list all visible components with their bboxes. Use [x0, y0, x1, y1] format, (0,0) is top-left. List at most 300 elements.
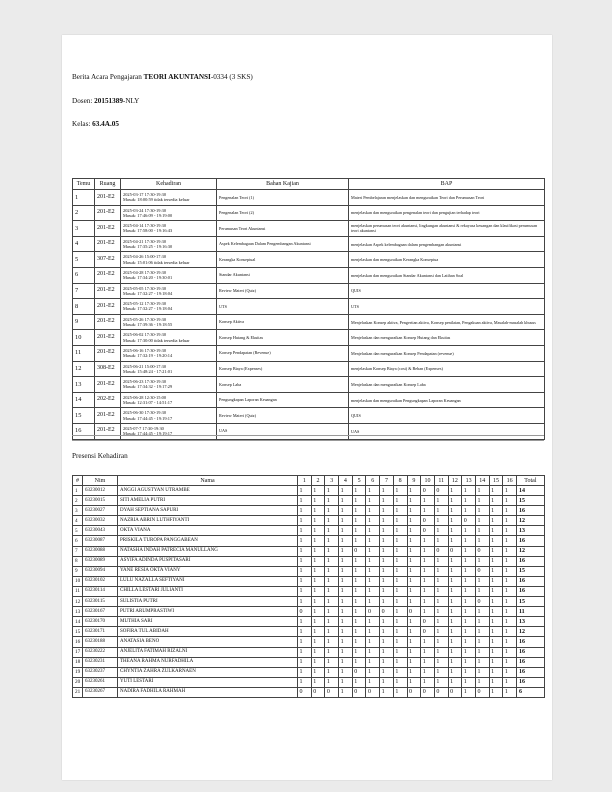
attendance-mark: 1 — [421, 546, 435, 556]
attendance-mark: 1 — [407, 576, 421, 586]
attendance-mark: 1 — [366, 637, 380, 647]
nim-cell: 63230094 — [83, 566, 118, 576]
attendance-mark: 1 — [325, 667, 339, 677]
attendance-mark: 1 — [352, 576, 366, 586]
kehadiran-cell — [121, 330, 217, 346]
attendance-mark: 1 — [503, 597, 517, 607]
presensi-row — [73, 546, 545, 556]
attendance-mark: 1 — [325, 576, 339, 586]
attendance-mark: 0 — [475, 597, 489, 607]
ruang-cell: 201-E2 — [95, 267, 121, 283]
attendance-time: Masuk: 15:48:24 - 17:21:01 — [123, 368, 173, 374]
student-name: NATASHA INDAH PATRECIA MANULLANG — [118, 546, 298, 556]
attendance-mark: 1 — [393, 506, 407, 516]
attendance-mark: 1 — [489, 566, 503, 576]
ruang-cell: 201-E2 — [95, 205, 121, 221]
attendance-mark: 1 — [462, 617, 476, 627]
attendance-time: Masuk: 18:00:59 tidak tersedia keluar — [123, 197, 190, 203]
temu-cell: 13 — [73, 377, 95, 393]
attendance-mark: 0 — [352, 667, 366, 677]
temu-cell: 12 — [73, 361, 95, 377]
kehadiran-cell — [121, 392, 217, 408]
schedule-text: 2025-06-02 17:30-19:30 — [123, 332, 167, 338]
bahan-kajian-cell: Standar Akuntansi — [217, 267, 349, 283]
row-number: 14 — [73, 617, 83, 627]
row-number: 20 — [73, 677, 83, 687]
kehadiran-cell — [121, 361, 217, 377]
attendance-mark: 1 — [407, 536, 421, 546]
student-name: OKTA VIANA — [118, 526, 298, 536]
schedule-text: 2025-07-7 17:30-19:30 — [123, 426, 164, 431]
presensi-col-header: 14 — [475, 476, 489, 486]
kehadiran-cell — [121, 314, 217, 330]
attendance-time: Masuk: 17:30:00 tidak tersedia keluar — [123, 337, 190, 343]
attendance-mark: 1 — [393, 566, 407, 576]
attendance-mark: 1 — [407, 556, 421, 566]
row-number: 7 — [73, 546, 83, 556]
attendance-mark: 1 — [366, 496, 380, 506]
attendance-mark: 1 — [352, 566, 366, 576]
presensi-col-header: 9 — [407, 476, 421, 486]
attendance-mark: 1 — [503, 586, 517, 596]
bap-text-cell: menjelaskan dan menguraikan Pengungkapan Laporan Keuangan — [349, 392, 545, 408]
attendance-mark: 1 — [462, 687, 476, 697]
attendance-mark: 1 — [489, 687, 503, 697]
attendance-mark: 1 — [407, 667, 421, 677]
temu-cell: 6 — [73, 267, 95, 283]
attendance-mark: 1 — [339, 627, 353, 637]
attendance-mark: 1 — [421, 667, 435, 677]
attendance-mark: 1 — [421, 637, 435, 647]
bap-row — [73, 423, 545, 439]
ruang-cell: 201-E2 — [95, 190, 121, 206]
attendance-mark: 1 — [325, 647, 339, 657]
attendance-mark: 1 — [325, 597, 339, 607]
attendance-mark: 1 — [407, 486, 421, 496]
attendance-mark: 1 — [366, 667, 380, 677]
dosen-label: Dosen: — [72, 97, 95, 105]
ruang-cell: 201-E2 — [95, 345, 121, 361]
attendance-mark: 1 — [503, 637, 517, 647]
attendance-mark: 1 — [352, 586, 366, 596]
presensi-row — [73, 637, 545, 647]
attendance-mark: 1 — [298, 496, 312, 506]
attendance-mark: 1 — [298, 637, 312, 647]
kelas-line — [72, 120, 119, 128]
attendance-mark: 1 — [339, 506, 353, 516]
bap-text-cell: menjelaskan dan menguraikan Standar Akuntansi dan Latihan Soal — [349, 267, 545, 283]
attendance-mark: 1 — [475, 657, 489, 667]
presensi-row — [73, 556, 545, 566]
attendance-mark: 1 — [339, 546, 353, 556]
nim-cell: 63230087 — [83, 536, 118, 546]
attendance-mark: 1 — [462, 637, 476, 647]
attendance-mark: 1 — [462, 536, 476, 546]
presensi-col-header: 12 — [448, 476, 462, 486]
attendance-mark: 1 — [421, 677, 435, 687]
attendance-mark: 1 — [462, 657, 476, 667]
attendance-total: 6 — [517, 687, 545, 697]
attendance-mark: 1 — [434, 627, 448, 637]
attendance-time: Masuk: 17:39:36 - 19:18:55 — [123, 322, 173, 328]
attendance-mark: 1 — [462, 546, 476, 556]
attendance-mark: 1 — [489, 576, 503, 586]
attendance-mark: 1 — [393, 597, 407, 607]
bap-row — [73, 236, 545, 252]
schedule-text: 2025-06-21 15:00-17:30 — [123, 363, 167, 369]
attendance-mark: 1 — [489, 486, 503, 496]
bap-row — [73, 283, 545, 299]
ruang-cell: 307-E2 — [95, 252, 121, 268]
attendance-mark: 1 — [407, 627, 421, 637]
attendance-mark: 1 — [339, 516, 353, 526]
attendance-mark: 1 — [380, 546, 394, 556]
attendance-mark: 1 — [407, 586, 421, 596]
attendance-mark: 0 — [298, 607, 312, 617]
attendance-total: 11 — [517, 607, 545, 617]
attendance-mark: 0 — [421, 486, 435, 496]
attendance-mark: 1 — [475, 496, 489, 506]
schedule-text: 2025-05-26 17:30-19:30 — [123, 316, 167, 322]
attendance-mark: 1 — [339, 637, 353, 647]
attendance-mark: 1 — [339, 586, 353, 596]
attendance-mark: 1 — [298, 677, 312, 687]
attendance-mark: 1 — [380, 556, 394, 566]
bap-text-cell: menjelaskan dan menguraikan pengenalan teori dan pengujian terhadap teori — [349, 205, 545, 221]
presensi-col-header: 13 — [462, 476, 476, 486]
course-name: TEORI AKUNTANSI — [143, 73, 211, 81]
row-number: 6 — [73, 536, 83, 546]
temu-cell: 15 — [73, 408, 95, 424]
attendance-mark: 1 — [325, 637, 339, 647]
attendance-mark: 0 — [352, 546, 366, 556]
nim-cell: 63230267 — [83, 687, 118, 697]
attendance-mark: 1 — [311, 546, 325, 556]
attendance-mark: 1 — [421, 566, 435, 576]
bap-row — [73, 267, 545, 283]
attendance-mark: 1 — [434, 536, 448, 546]
attendance-mark: 1 — [475, 627, 489, 637]
attendance-mark: 1 — [407, 657, 421, 667]
attendance-mark: 1 — [462, 496, 476, 506]
presensi-col-header: 11 — [434, 476, 448, 486]
attendance-mark: 1 — [311, 627, 325, 637]
attendance-mark: 1 — [448, 617, 462, 627]
schedule-text: 2025-04-21 17:30-19:30 — [123, 238, 167, 244]
bap-row — [73, 408, 545, 424]
attendance-mark: 1 — [339, 496, 353, 506]
attendance-mark: 1 — [407, 526, 421, 536]
bap-col-bahan: Bahan Kajian — [217, 179, 349, 190]
attendance-mark: 1 — [366, 526, 380, 536]
presensi-row — [73, 526, 545, 536]
presensi-col-header: 2 — [311, 476, 325, 486]
attendance-time: Masuk: 17:34:32 - 19:17:29 — [123, 384, 173, 390]
attendance-mark: 1 — [489, 667, 503, 677]
attendance-mark: 1 — [339, 657, 353, 667]
attendance-mark: 1 — [393, 607, 407, 617]
attendance-total: 16 — [517, 506, 545, 516]
attendance-mark: 1 — [448, 647, 462, 657]
student-name: SITI AMELIA PUTRI — [118, 496, 298, 506]
attendance-mark: 1 — [475, 586, 489, 596]
nim-cell: 63230027 — [83, 506, 118, 516]
presensi-col-header: 4 — [339, 476, 353, 486]
attendance-mark: 1 — [448, 536, 462, 546]
attendance-mark: 1 — [407, 496, 421, 506]
attendance-mark: 1 — [339, 687, 353, 697]
presensi-row — [73, 687, 545, 697]
attendance-mark: 1 — [448, 677, 462, 687]
bap-text-cell: UTS — [349, 299, 545, 315]
attendance-mark: 1 — [407, 637, 421, 647]
kehadiran-cell — [121, 190, 217, 206]
attendance-mark: 1 — [489, 586, 503, 596]
attendance-mark: 1 — [325, 486, 339, 496]
row-number: 3 — [73, 506, 83, 516]
attendance-mark: 1 — [352, 496, 366, 506]
bap-text-cell: menjelaskan dan menguraikan Kerangka Konseptua — [349, 252, 545, 268]
attendance-mark: 1 — [503, 516, 517, 526]
attendance-mark: 1 — [434, 586, 448, 596]
attendance-mark: 1 — [462, 506, 476, 516]
temu-cell: 4 — [73, 236, 95, 252]
attendance-mark: 1 — [311, 597, 325, 607]
attendance-mark: 1 — [475, 677, 489, 687]
presensi-row — [73, 667, 545, 677]
bap-text-cell: Menjelaskan Konsep aktiva, Pengertian aktiva, Konsep penilaian, Pengakuan aktiva, Masalah-masalah khusus — [349, 314, 545, 330]
attendance-mark: 1 — [311, 637, 325, 647]
attendance-mark: 1 — [503, 546, 517, 556]
bap-text-cell: Materi Pembelajaran menjelaskan dan menguraikan Teori dan Perumusan Teori — [349, 190, 545, 206]
attendance-mark: 1 — [380, 526, 394, 536]
nim-cell: 63230231 — [83, 657, 118, 667]
schedule-text: 2025-03-17 17:30-19:30 — [123, 192, 167, 198]
attendance-mark: 1 — [339, 526, 353, 536]
attendance-mark: 1 — [311, 617, 325, 627]
attendance-mark: 1 — [366, 566, 380, 576]
attendance-mark: 1 — [462, 627, 476, 637]
attendance-mark: 1 — [393, 627, 407, 637]
attendance-total: 16 — [517, 667, 545, 677]
attendance-mark: 1 — [339, 617, 353, 627]
row-number: 9 — [73, 566, 83, 576]
nim-cell: 63230261 — [83, 677, 118, 687]
attendance-mark: 1 — [352, 506, 366, 516]
attendance-mark: 0 — [421, 526, 435, 536]
attendance-mark: 1 — [325, 566, 339, 576]
attendance-mark: 1 — [393, 647, 407, 657]
attendance-mark: 1 — [503, 506, 517, 516]
attendance-mark: 1 — [311, 566, 325, 576]
attendance-mark: 0 — [311, 687, 325, 697]
attendance-mark: 1 — [311, 536, 325, 546]
nim-cell: 63230222 — [83, 647, 118, 657]
temu-cell: 5 — [73, 252, 95, 268]
student-name: CHILLA LESTARI JULIANTI — [118, 586, 298, 596]
attendance-mark: 1 — [421, 607, 435, 617]
attendance-mark: 1 — [325, 556, 339, 566]
attendance-mark: 1 — [475, 576, 489, 586]
divider — [72, 435, 544, 436]
presensi-row — [73, 516, 545, 526]
attendance-mark: 1 — [366, 617, 380, 627]
schedule-text: 2025-05-12 17:30-19:30 — [123, 301, 167, 307]
bahan-kajian-cell: Konsep Pendapatan (Revenue) — [217, 345, 349, 361]
attendance-mark: 1 — [489, 637, 503, 647]
presensi-row — [73, 677, 545, 687]
kelas-value: 63.4A.05 — [92, 120, 119, 128]
attendance-mark: 1 — [489, 607, 503, 617]
attendance-mark: 1 — [503, 667, 517, 677]
attendance-mark: 1 — [393, 667, 407, 677]
temu-cell: 3 — [73, 221, 95, 237]
presensi-table — [72, 475, 545, 698]
attendance-mark: 1 — [325, 607, 339, 617]
attendance-mark: 1 — [489, 556, 503, 566]
attendance-mark: 1 — [393, 617, 407, 627]
attendance-mark: 1 — [475, 667, 489, 677]
schedule-text: 2025-04-28 17:30-19:30 — [123, 270, 167, 276]
attendance-mark: 1 — [298, 526, 312, 536]
attendance-mark: 1 — [352, 607, 366, 617]
kehadiran-cell — [121, 267, 217, 283]
student-name: LULU NAZALLA SEFTIYANI — [118, 576, 298, 586]
bahan-kajian-cell: Konsep Hutang & Ekuitas — [217, 330, 349, 346]
attendance-mark: 1 — [325, 536, 339, 546]
kehadiran-cell — [121, 283, 217, 299]
attendance-mark: 1 — [366, 576, 380, 586]
attendance-mark: 1 — [489, 526, 503, 536]
attendance-mark: 0 — [421, 516, 435, 526]
row-number: 15 — [73, 627, 83, 637]
kehadiran-cell — [121, 205, 217, 221]
bap-row — [73, 377, 545, 393]
attendance-mark: 1 — [462, 607, 476, 617]
attendance-mark: 1 — [448, 516, 462, 526]
attendance-mark: 1 — [352, 597, 366, 607]
attendance-mark: 1 — [393, 556, 407, 566]
attendance-mark: 1 — [503, 647, 517, 657]
course-code: -0334 (3 SKS) — [210, 73, 253, 81]
attendance-mark: 1 — [380, 506, 394, 516]
student-name: DYAH SEPTIANA SAPURI — [118, 506, 298, 516]
attendance-mark: 1 — [325, 677, 339, 687]
attendance-time: Masuk: 17:44:45 - 19:19:17 — [123, 415, 173, 421]
attendance-mark: 1 — [380, 647, 394, 657]
presensi-col-header: Total — [517, 476, 545, 486]
attendance-mark: 1 — [489, 617, 503, 627]
attendance-total: 16 — [517, 647, 545, 657]
temu-cell: 9 — [73, 314, 95, 330]
temu-cell: 7 — [73, 283, 95, 299]
attendance-mark: 1 — [325, 657, 339, 667]
attendance-mark: 1 — [489, 597, 503, 607]
attendance-mark: 1 — [393, 546, 407, 556]
attendance-mark: 1 — [298, 586, 312, 596]
attendance-total: 16 — [517, 677, 545, 687]
attendance-mark: 1 — [298, 617, 312, 627]
attendance-mark: 1 — [462, 566, 476, 576]
nim-cell: 63230170 — [83, 617, 118, 627]
nim-cell: 63230012 — [83, 486, 118, 496]
bahan-kajian-cell: Pengenalan Teori (2) — [217, 205, 349, 221]
nim-cell: 63230167 — [83, 607, 118, 617]
row-number: 12 — [73, 597, 83, 607]
ruang-cell: 201-E2 — [95, 408, 121, 424]
attendance-time: Masuk: 17:34:20 - 19:30:01 — [123, 275, 173, 281]
attendance-mark: 0 — [421, 617, 435, 627]
attendance-mark: 1 — [380, 566, 394, 576]
attendance-mark: 1 — [448, 486, 462, 496]
attendance-mark: 1 — [325, 506, 339, 516]
nim-cell: 63230089 — [83, 556, 118, 566]
attendance-mark: 1 — [366, 657, 380, 667]
attendance-mark: 1 — [352, 526, 366, 536]
attendance-mark: 1 — [380, 617, 394, 627]
presensi-row — [73, 576, 545, 586]
nim-cell: 63230171 — [83, 627, 118, 637]
attendance-mark: 1 — [352, 637, 366, 647]
attendance-mark: 1 — [448, 657, 462, 667]
attendance-mark: 0 — [298, 687, 312, 697]
temu-cell: 1 — [73, 190, 95, 206]
attendance-mark: 1 — [434, 516, 448, 526]
attendance-mark: 1 — [298, 627, 312, 637]
attendance-mark: 1 — [475, 637, 489, 647]
attendance-mark: 1 — [339, 486, 353, 496]
schedule-text: 2025-06-16 17:30-19:30 — [123, 348, 167, 354]
title-prefix: Berita Acara Pengajaran — [72, 73, 144, 81]
kehadiran-cell — [121, 423, 217, 439]
attendance-mark: 1 — [489, 647, 503, 657]
attendance-mark: 1 — [503, 607, 517, 617]
attendance-mark: 0 — [462, 516, 476, 526]
attendance-mark: 1 — [298, 566, 312, 576]
attendance-mark: 1 — [503, 627, 517, 637]
bap-text-cell: menjelaskan Konsep Biaya (cost) & Beban (Expenses) — [349, 361, 545, 377]
student-name: MUTHIA SARI — [118, 617, 298, 627]
attendance-time: Masuk: 17:44:45 - 19:19:17 — [123, 431, 173, 437]
attendance-mark: 1 — [298, 556, 312, 566]
attendance-mark: 1 — [462, 576, 476, 586]
attendance-mark: 1 — [366, 677, 380, 687]
kelas-label: Kelas: — [72, 120, 93, 128]
nim-cell: 63230043 — [83, 526, 118, 536]
attendance-mark: 1 — [311, 657, 325, 667]
presensi-col-header: 7 — [380, 476, 394, 486]
attendance-mark: 1 — [366, 546, 380, 556]
temu-cell: 2 — [73, 205, 95, 221]
attendance-mark: 1 — [462, 486, 476, 496]
attendance-mark: 1 — [421, 506, 435, 516]
attendance-mark: 1 — [503, 687, 517, 697]
attendance-mark: 1 — [311, 667, 325, 677]
attendance-mark: 1 — [311, 516, 325, 526]
student-name: ANATASIA BENO — [118, 637, 298, 647]
attendance-mark: 1 — [407, 647, 421, 657]
student-name: YUTI LESTARI — [118, 677, 298, 687]
attendance-mark: 1 — [448, 586, 462, 596]
attendance-mark: 1 — [475, 607, 489, 617]
attendance-mark: 1 — [462, 647, 476, 657]
attendance-mark: 1 — [462, 556, 476, 566]
bahan-kajian-cell: Pengungkapan Laporan Keuangan — [217, 392, 349, 408]
ruang-cell: 201-E2 — [95, 299, 121, 315]
bap-row — [73, 314, 545, 330]
attendance-mark: 1 — [339, 556, 353, 566]
attendance-mark: 1 — [489, 506, 503, 516]
